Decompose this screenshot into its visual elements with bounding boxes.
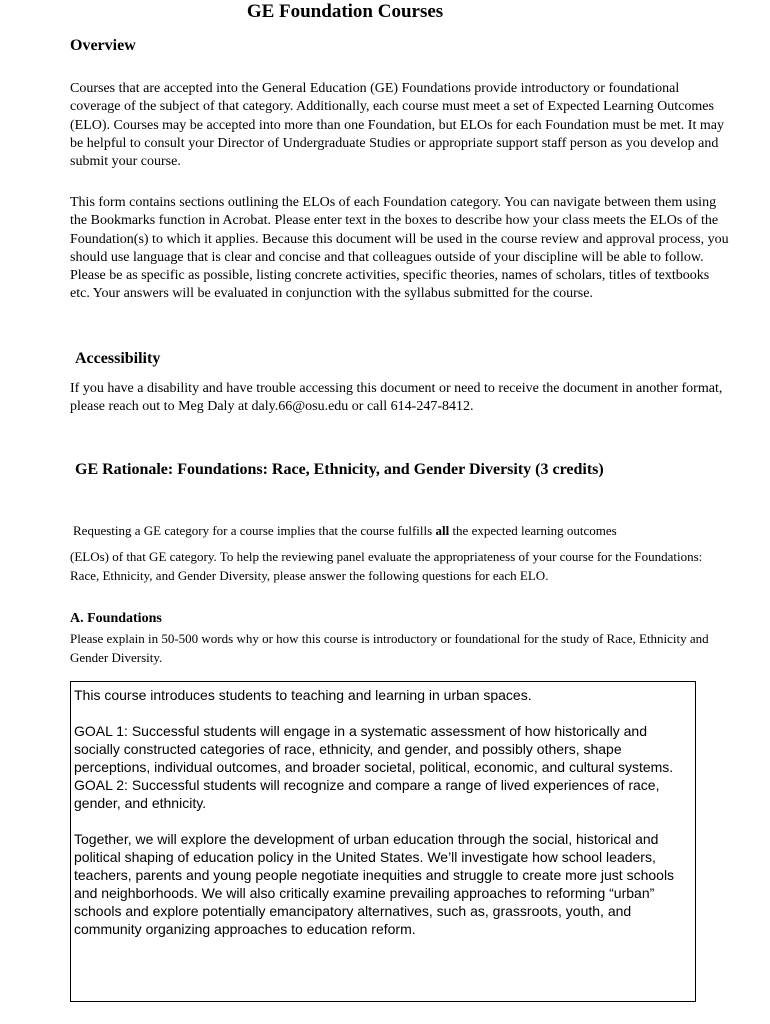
foundations-answer-field[interactable]: [70, 681, 696, 1002]
foundations-heading: A. Foundations: [70, 611, 162, 626]
foundations-prompt: Please explain in 50-500 words why or how this course is introductory or foundational for the study of Race, Ethnicity and Gender Diversity.: [70, 631, 709, 665]
rationale-heading: GE Rationale: Foundations: Race, Ethnicity, and Gender Diversity (3 credits): [75, 461, 604, 478]
rationale-request-line: [73, 522, 617, 540]
accessibility-paragraph: If you have a disability and have trouble accessing this document or need to receive the document in another format, please reach out to Meg Daly at daly.66@osu.edu or call 614-247-8412.: [70, 381, 723, 415]
accessibility-heading: Accessibility: [75, 350, 161, 367]
rationale-request-post: the expected learning outcomes: [449, 523, 617, 538]
rationale-request-bold: all: [435, 523, 450, 538]
answer-paragraph-3: Together, we will explore the development of urban education through the social, historical and political shaping of education policy in the United States. We’ll investigate how school leaders, teachers, parents and young people negotiate inequities and struggle to create more just schools and neighborhoods. We will also critically examine prevailing approaches to reforming “urban” schools and explore potentially emancipatory alternatives, such as, grassroots, youth, and community organizing approaches to education reform.: [74, 831, 675, 937]
overview-paragraph-2: This form contains sections outlining the ELOs of each Foundation category. You can navigate between them using the Bookmarks function in Acrobat. Please enter text in the boxes to describe how your class meets the ELOs of the Foundation(s) to which it applies. Because this document will be used in the course review and approval process, you should use language that is clear and concise and that colleagues outside of your discipline will be able to follow. Please be as specific as possible, listing concrete activities, specific theories, names of scholars, titles of textbooks etc. Your answers will be evaluated in conjunction with the syllabus submitted for the course.: [70, 195, 729, 302]
rationale-request-rest: (ELOs) of that GE category. To help the reviewing panel evaluate the appropriateness of your course for the Foundations: Race, Ethnicity, and Gender Diversity, please answer the following questions for each ELO.: [70, 549, 703, 583]
answer-paragraph-1: This course introduces students to teaching and learning in urban spaces.: [74, 687, 532, 703]
overview-paragraph-1: Courses that are accepted into the General Education (GE) Foundations provide introductory or foundational coverage of the subject of that category. Additionally, each course must meet a set of Expected Learning Outcomes (ELO). Courses may be accepted into more than one Foundation, but ELOs for each Foundation must be met. It may be helpful to consult your Director of Undergraduate Studies or appropriate support staff person as you develop and submit your course.: [70, 81, 724, 170]
page-title: GE Foundation Courses: [246, 1, 444, 22]
rationale-request-pre: Requesting a GE category for a course implies that the course fulfills: [73, 523, 436, 538]
answer-paragraph-2: GOAL 1: Successful students will engage in a systematic assessment of how historically and socially constructed categories of race, ethnicity, and gender, and possibly others, shape perceptions, individual outcomes, and broader societal, political, economic, and cultural systems. GOAL 2: Successful students will recognize and compare a range of lived experiences of race, gender, and ethnicity.: [74, 723, 674, 811]
overview-heading: Overview: [70, 37, 136, 54]
